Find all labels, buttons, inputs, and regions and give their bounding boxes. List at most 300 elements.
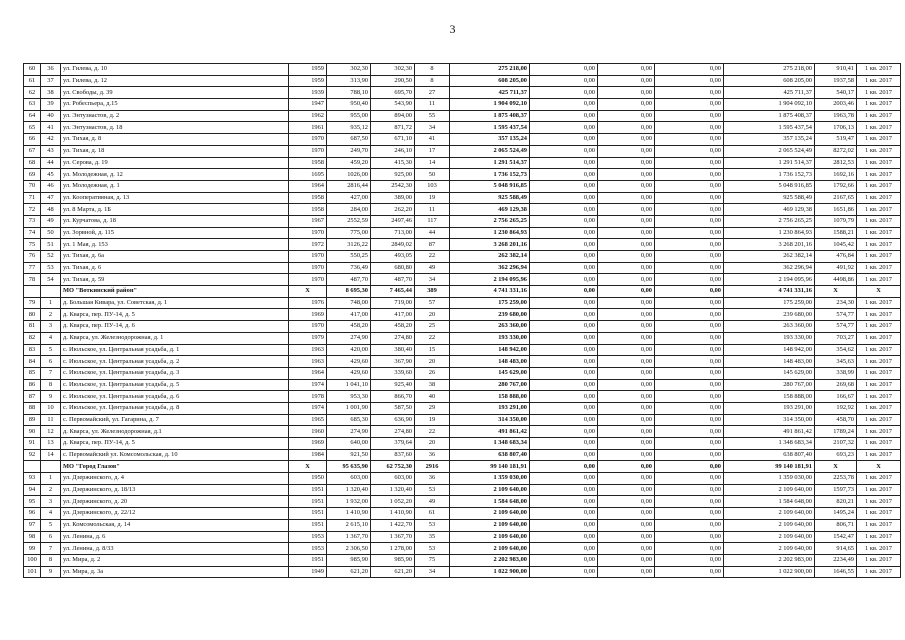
cell-cost-total: 1 736 152,73 — [450, 169, 530, 181]
cell-living-area: 262,20 — [371, 204, 415, 216]
cell-total-area: 459,20 — [327, 157, 371, 169]
cell-cost-total: 2 756 265,25 — [450, 215, 530, 227]
cell-fund-share: 0,00 — [530, 484, 598, 496]
cell-fund-share: 0,00 — [530, 332, 598, 344]
cell-living-area: 62 752,30 — [371, 461, 415, 473]
table-row — [24, 122, 901, 134]
cell-living-area: 379,64 — [371, 438, 415, 450]
cell-local-number: 43 — [41, 145, 61, 157]
cell-cost-planned: 1 595 437,54 — [724, 122, 815, 134]
cell-term: 1 кв. 2017 — [857, 367, 901, 379]
cell-row-number: 91 — [24, 438, 41, 450]
cell-year-built: 1951 — [289, 554, 327, 566]
cell-living-area: 2542,30 — [371, 180, 415, 192]
cell-year-built: 1974 — [289, 379, 327, 391]
cell-local-number: 48 — [41, 204, 61, 216]
cell-owners-share: 0,00 — [655, 449, 724, 461]
cell-total-area: 775,00 — [327, 227, 371, 239]
cell-total-area: 687,50 — [327, 134, 371, 146]
cell-cost-planned: 2 109 640,00 — [724, 484, 815, 496]
cell-budget-share: 0,00 — [598, 414, 655, 426]
cell-cost-per-sqm: 1692,16 — [815, 169, 857, 181]
cell-cost-total: 1 595 437,54 — [450, 122, 530, 134]
cell-local-number: 14 — [41, 449, 61, 461]
cell-living-area: 1 278,00 — [371, 543, 415, 555]
cell-row-number: 82 — [24, 332, 41, 344]
cell-cost-per-sqm: 166,67 — [815, 391, 857, 403]
cell-cost-planned: 1 022 900,00 — [724, 566, 815, 578]
cell-cost-per-sqm: 2003,46 — [815, 99, 857, 111]
cell-fund-share: 0,00 — [530, 508, 598, 520]
table-row — [24, 484, 901, 496]
cell-address: МО "Город Глазов" — [61, 461, 289, 473]
cell-address: ул. Энтузиастов, д. 2 — [61, 110, 289, 122]
cell-cost-per-sqm: 574,77 — [815, 309, 857, 321]
cell-term: 1 кв. 2017 — [857, 180, 901, 192]
cell-fund-share: 0,00 — [530, 110, 598, 122]
cell-cost-planned: 491 861,42 — [724, 426, 815, 438]
cell-residents: 29 — [415, 402, 450, 414]
cell-cost-per-sqm: 1588,21 — [815, 227, 857, 239]
cell-owners-share: 0,00 — [655, 239, 724, 251]
cell-cost-total: 175 259,00 — [450, 297, 530, 309]
cell-owners-share: 0,00 — [655, 262, 724, 274]
cell-budget-share: 0,00 — [598, 239, 655, 251]
cell-total-area: 640,00 — [327, 438, 371, 450]
cell-fund-share: 0,00 — [530, 438, 598, 450]
cell-owners-share: 0,00 — [655, 157, 724, 169]
cell-owners-share: 0,00 — [655, 204, 724, 216]
cell-term: 1 кв. 2017 — [857, 496, 901, 508]
cell-owners-share: 0,00 — [655, 543, 724, 555]
cell-budget-share: 0,00 — [598, 75, 655, 87]
cell-term: 1 кв. 2017 — [857, 449, 901, 461]
cell-cost-planned: 1 348 683,34 — [724, 438, 815, 450]
cell-owners-share: 0,00 — [655, 227, 724, 239]
cell-living-area: 621,20 — [371, 566, 415, 578]
cell-owners-share: 0,00 — [655, 169, 724, 181]
table-row — [24, 99, 901, 111]
housing-register-table — [23, 63, 901, 578]
cell-address: ул. Тихая, д. 6а — [61, 251, 289, 263]
cell-local-number: 3 — [41, 321, 61, 333]
cell-year-built: 1950 — [289, 473, 327, 485]
cell-owners-share: 0,00 — [655, 64, 724, 76]
cell-year-built: 1964 — [289, 180, 327, 192]
cell-budget-share: 0,00 — [598, 251, 655, 263]
cell-cost-per-sqm: 8272,02 — [815, 145, 857, 157]
cell-row-number: 101 — [24, 566, 41, 578]
cell-row-number: 80 — [24, 309, 41, 321]
cell-budget-share: 0,00 — [598, 508, 655, 520]
cell-living-area: 925,00 — [371, 169, 415, 181]
cell-total-area: 487,70 — [327, 274, 371, 286]
cell-cost-per-sqm: 234,30 — [815, 297, 857, 309]
cell-cost-per-sqm: 1706,13 — [815, 122, 857, 134]
cell-address: МО "Воткинский район" — [61, 286, 289, 298]
cell-living-area: 1 320,40 — [371, 484, 415, 496]
cell-cost-total: 2 109 640,00 — [450, 508, 530, 520]
cell-address: ул. Дзержинского, д. 4 — [61, 473, 289, 485]
cell-row-number: 64 — [24, 110, 41, 122]
cell-address: с. Июльское, ул. Центральная усадьба, д. 1 — [61, 344, 289, 356]
cell-cost-planned: 469 129,38 — [724, 204, 815, 216]
cell-local-number: 1 — [41, 297, 61, 309]
cell-term: 1 кв. 2017 — [857, 438, 901, 450]
cell-cost-total: 193 291,00 — [450, 402, 530, 414]
table-row — [24, 344, 901, 356]
cell-residents: 2916 — [415, 461, 450, 473]
cell-fund-share: 0,00 — [530, 402, 598, 414]
cell-owners-share: 0,00 — [655, 461, 724, 473]
cell-fund-share: 0,00 — [530, 344, 598, 356]
cell-fund-share: 0,00 — [530, 286, 598, 298]
cell-owners-share: 0,00 — [655, 192, 724, 204]
table-row — [24, 391, 901, 403]
cell-budget-share: 0,00 — [598, 64, 655, 76]
cell-year-built: 1958 — [289, 192, 327, 204]
cell-address: д. Кварса, ул. Железнодорожная, д.1 — [61, 426, 289, 438]
cell-row-number — [24, 461, 41, 473]
cell-residents: 117 — [415, 215, 450, 227]
cell-total-area: 2 615,10 — [327, 519, 371, 531]
cell-row-number: 63 — [24, 99, 41, 111]
cell-owners-share: 0,00 — [655, 99, 724, 111]
cell-budget-share: 0,00 — [598, 192, 655, 204]
cell-cost-total: 2 109 640,00 — [450, 519, 530, 531]
cell-residents: 20 — [415, 356, 450, 368]
cell-residents: 55 — [415, 110, 450, 122]
table-row — [24, 543, 901, 555]
cell-cost-total: 425 711,37 — [450, 87, 530, 99]
cell-fund-share: 0,00 — [530, 239, 598, 251]
cell-term: 1 кв. 2017 — [857, 554, 901, 566]
cell-living-area: 636,90 — [371, 414, 415, 426]
table-row — [24, 134, 901, 146]
cell-local-number: 3 — [41, 496, 61, 508]
cell-fund-share: 0,00 — [530, 426, 598, 438]
table-row — [24, 75, 901, 87]
cell-total-area: 788,10 — [327, 87, 371, 99]
cell-row-number: 83 — [24, 344, 41, 356]
cell-owners-share: 0,00 — [655, 519, 724, 531]
cell-cost-per-sqm: 4498,86 — [815, 274, 857, 286]
cell-owners-share: 0,00 — [655, 566, 724, 578]
cell-local-number: 38 — [41, 87, 61, 99]
cell-cost-total: 314 350,00 — [450, 414, 530, 426]
cell-total-area: 274,90 — [327, 426, 371, 438]
cell-row-number: 62 — [24, 87, 41, 99]
cell-row-number: 99 — [24, 543, 41, 555]
cell-residents: 34 — [415, 566, 450, 578]
table-row — [24, 379, 901, 391]
cell-budget-share: 0,00 — [598, 426, 655, 438]
cell-owners-share: 0,00 — [655, 75, 724, 87]
cell-cost-total: 357 135,24 — [450, 134, 530, 146]
cell-total-area: 1 367,70 — [327, 531, 371, 543]
cell-living-area: 493,05 — [371, 251, 415, 263]
cell-total-area: 985,90 — [327, 554, 371, 566]
cell-local-number: 5 — [41, 344, 61, 356]
cell-fund-share: 0,00 — [530, 215, 598, 227]
cell-local-number: 54 — [41, 274, 61, 286]
cell-row-number: 60 — [24, 64, 41, 76]
cell-owners-share: 0,00 — [655, 251, 724, 263]
cell-row-number: 79 — [24, 297, 41, 309]
cell-cost-planned: 99 140 181,91 — [724, 461, 815, 473]
cell-budget-share: 0,00 — [598, 274, 655, 286]
cell-term: 1 кв. 2017 — [857, 122, 901, 134]
cell-residents: 57 — [415, 297, 450, 309]
cell-total-area: 2552,59 — [327, 215, 371, 227]
cell-fund-share: 0,00 — [530, 75, 598, 87]
cell-local-number: 11 — [41, 414, 61, 426]
cell-year-built: 1949 — [289, 566, 327, 578]
cell-term: 1 кв. 2017 — [857, 332, 901, 344]
cell-residents: 14 — [415, 157, 450, 169]
cell-term: X — [857, 461, 901, 473]
cell-living-area: 695,70 — [371, 87, 415, 99]
cell-cost-planned: 262 382,14 — [724, 251, 815, 263]
municipality-total-row — [24, 286, 901, 298]
cell-row-number: 100 — [24, 554, 41, 566]
cell-term: 1 кв. 2017 — [857, 426, 901, 438]
cell-owners-share: 0,00 — [655, 122, 724, 134]
cell-living-area: 1 367,70 — [371, 531, 415, 543]
cell-local-number: 2 — [41, 484, 61, 496]
cell-fund-share: 0,00 — [530, 180, 598, 192]
cell-total-area: 1 320,40 — [327, 484, 371, 496]
cell-cost-planned: 2 109 640,00 — [724, 531, 815, 543]
cell-cost-planned: 1 291 514,37 — [724, 157, 815, 169]
cell-owners-share: 0,00 — [655, 321, 724, 333]
cell-row-number: 68 — [24, 157, 41, 169]
cell-cost-total: 638 807,40 — [450, 449, 530, 461]
cell-year-built: 1969 — [289, 309, 327, 321]
cell-owners-share: 0,00 — [655, 344, 724, 356]
cell-owners-share: 0,00 — [655, 215, 724, 227]
cell-cost-per-sqm: 2167,65 — [815, 192, 857, 204]
table-row — [24, 332, 901, 344]
cell-residents: 20 — [415, 309, 450, 321]
cell-address: ул. Кооперативная, д. 13 — [61, 192, 289, 204]
cell-budget-share: 0,00 — [598, 134, 655, 146]
cell-budget-share: 0,00 — [598, 566, 655, 578]
cell-address: ул. Дзержинского, д. 18/13 — [61, 484, 289, 496]
cell-address: ул. Серова, д. 19 — [61, 157, 289, 169]
cell-living-area: 274,80 — [371, 332, 415, 344]
cell-year-built: 1961 — [289, 122, 327, 134]
cell-cost-per-sqm: 1937,58 — [815, 75, 857, 87]
cell-fund-share: 0,00 — [530, 87, 598, 99]
cell-fund-share: 0,00 — [530, 367, 598, 379]
cell-cost-planned: 2 756 265,25 — [724, 215, 815, 227]
cell-cost-per-sqm: 1789,24 — [815, 426, 857, 438]
cell-residents: 22 — [415, 332, 450, 344]
cell-owners-share: 0,00 — [655, 496, 724, 508]
cell-budget-share: 0,00 — [598, 227, 655, 239]
cell-row-number: 93 — [24, 473, 41, 485]
cell-address: ул. Молодежная, д. 1 — [61, 180, 289, 192]
cell-term: 1 кв. 2017 — [857, 157, 901, 169]
cell-term: 1 кв. 2017 — [857, 239, 901, 251]
cell-owners-share: 0,00 — [655, 367, 724, 379]
table-body — [24, 64, 901, 578]
cell-cost-planned: 5 048 916,85 — [724, 180, 815, 192]
cell-cost-per-sqm: 2234,49 — [815, 554, 857, 566]
cell-address: ул. Зорвной, д. 115 — [61, 227, 289, 239]
cell-living-area: 415,30 — [371, 157, 415, 169]
table-row — [24, 402, 901, 414]
table-row — [24, 566, 901, 578]
cell-fund-share: 0,00 — [530, 379, 598, 391]
table-row — [24, 414, 901, 426]
cell-local-number: 51 — [41, 239, 61, 251]
cell-term: 1 кв. 2017 — [857, 145, 901, 157]
cell-term: 1 кв. 2017 — [857, 508, 901, 520]
cell-row-number: 74 — [24, 227, 41, 239]
cell-fund-share: 0,00 — [530, 543, 598, 555]
cell-address: с. Июльское, ул. Центральная усадьба, д. 8 — [61, 402, 289, 414]
cell-living-area: 680,80 — [371, 262, 415, 274]
cell-row-number: 90 — [24, 426, 41, 438]
cell-local-number: 37 — [41, 75, 61, 87]
cell-cost-per-sqm: 1651,86 — [815, 204, 857, 216]
cell-cost-per-sqm: 491,92 — [815, 262, 857, 274]
cell-local-number — [41, 286, 61, 298]
cell-term: 1 кв. 2017 — [857, 297, 901, 309]
table-row — [24, 169, 901, 181]
cell-fund-share: 0,00 — [530, 496, 598, 508]
cell-residents: 17 — [415, 145, 450, 157]
cell-cost-total: 280 767,00 — [450, 379, 530, 391]
cell-cost-total: 608 205,00 — [450, 75, 530, 87]
cell-year-built: 1964 — [289, 367, 327, 379]
cell-local-number: 12 — [41, 426, 61, 438]
cell-row-number: 76 — [24, 251, 41, 263]
cell-fund-share: 0,00 — [530, 274, 598, 286]
cell-total-area: 420,00 — [327, 344, 371, 356]
cell-total-area: 748,00 — [327, 297, 371, 309]
cell-total-area: 274,90 — [327, 332, 371, 344]
cell-address: ул. Дзержинского, д. 22/12 — [61, 508, 289, 520]
cell-cost-planned: 193 330,00 — [724, 332, 815, 344]
cell-living-area: 367,90 — [371, 356, 415, 368]
table-row — [24, 215, 901, 227]
cell-year-built: 1951 — [289, 484, 327, 496]
cell-term: 1 кв. 2017 — [857, 99, 901, 111]
cell-budget-share: 0,00 — [598, 402, 655, 414]
cell-term: 1 кв. 2017 — [857, 169, 901, 181]
cell-address: с. Июльское, ул. Центральная усадьба, д. 3 — [61, 367, 289, 379]
cell-address: ул. Молодежная, д. 12 — [61, 169, 289, 181]
cell-cost-total: 4 741 331,16 — [450, 286, 530, 298]
table-row — [24, 110, 901, 122]
table-row — [24, 531, 901, 543]
cell-budget-share: 0,00 — [598, 297, 655, 309]
cell-cost-total: 158 888,00 — [450, 391, 530, 403]
cell-residents: 103 — [415, 180, 450, 192]
cell-fund-share: 0,00 — [530, 169, 598, 181]
cell-address: ул. Энтузиастов, д. 18 — [61, 122, 289, 134]
cell-cost-planned: 280 767,00 — [724, 379, 815, 391]
cell-row-number: 84 — [24, 356, 41, 368]
cell-fund-share: 0,00 — [530, 356, 598, 368]
cell-row-number: 67 — [24, 145, 41, 157]
cell-address: ул. Мира, д. 2 — [61, 554, 289, 566]
cell-residents: 34 — [415, 122, 450, 134]
cell-cost-per-sqm: 1542,47 — [815, 531, 857, 543]
cell-local-number: 45 — [41, 169, 61, 181]
cell-address: ул. 1 Мая, д. 153 — [61, 239, 289, 251]
cell-address: ул. Свободы, д. 39 — [61, 87, 289, 99]
cell-fund-share: 0,00 — [530, 145, 598, 157]
table-row — [24, 262, 901, 274]
cell-cost-total: 148 942,00 — [450, 344, 530, 356]
cell-term: 1 кв. 2017 — [857, 543, 901, 555]
cell-local-number: 42 — [41, 134, 61, 146]
cell-cost-planned: 638 807,40 — [724, 449, 815, 461]
cell-cost-per-sqm: 2253,78 — [815, 473, 857, 485]
cell-cost-total: 148 483,00 — [450, 356, 530, 368]
cell-year-built: 1962 — [289, 110, 327, 122]
cell-cost-per-sqm: 476,84 — [815, 251, 857, 263]
cell-residents: 61 — [415, 508, 450, 520]
cell-fund-share: 0,00 — [530, 309, 598, 321]
cell-residents: 41 — [415, 134, 450, 146]
cell-budget-share: 0,00 — [598, 122, 655, 134]
cell-term: 1 кв. 2017 — [857, 321, 901, 333]
cell-year-built: 1969 — [289, 438, 327, 450]
cell-row-number: 70 — [24, 180, 41, 192]
cell-total-area: 302,30 — [327, 64, 371, 76]
cell-address: ул. Мира, д. 3а — [61, 566, 289, 578]
cell-living-area: 1 410,90 — [371, 508, 415, 520]
cell-term: 1 кв. 2017 — [857, 75, 901, 87]
cell-year-built: 1984 — [289, 449, 327, 461]
cell-term: 1 кв. 2017 — [857, 215, 901, 227]
cell-cost-per-sqm: 1597,73 — [815, 484, 857, 496]
cell-term: 1 кв. 2017 — [857, 379, 901, 391]
cell-local-number: 40 — [41, 110, 61, 122]
cell-year-built: 1970 — [289, 321, 327, 333]
cell-total-area: 1 001,90 — [327, 402, 371, 414]
cell-budget-share: 0,00 — [598, 321, 655, 333]
table-row — [24, 180, 901, 192]
cell-cost-planned: 1 875 408,37 — [724, 110, 815, 122]
cell-address: ул. Робеспьера, д.15 — [61, 99, 289, 111]
cell-cost-total: 2 109 640,00 — [450, 531, 530, 543]
cell-owners-share: 0,00 — [655, 508, 724, 520]
cell-row-number: 96 — [24, 508, 41, 520]
cell-residents: 87 — [415, 239, 450, 251]
cell-term: 1 кв. 2017 — [857, 309, 901, 321]
cell-cost-planned: 1 736 152,73 — [724, 169, 815, 181]
cell-budget-share: 0,00 — [598, 519, 655, 531]
cell-local-number: 47 — [41, 192, 61, 204]
cell-cost-planned: 2 109 640,00 — [724, 543, 815, 555]
cell-owners-share: 0,00 — [655, 426, 724, 438]
cell-year-built: 1976 — [289, 297, 327, 309]
cell-term: 1 кв. 2017 — [857, 262, 901, 274]
cell-local-number: 53 — [41, 262, 61, 274]
cell-local-number: 8 — [41, 379, 61, 391]
cell-fund-share: 0,00 — [530, 227, 598, 239]
cell-living-area: 871,72 — [371, 122, 415, 134]
cell-owners-share: 0,00 — [655, 309, 724, 321]
cell-row-number: 85 — [24, 367, 41, 379]
cell-owners-share: 0,00 — [655, 110, 724, 122]
